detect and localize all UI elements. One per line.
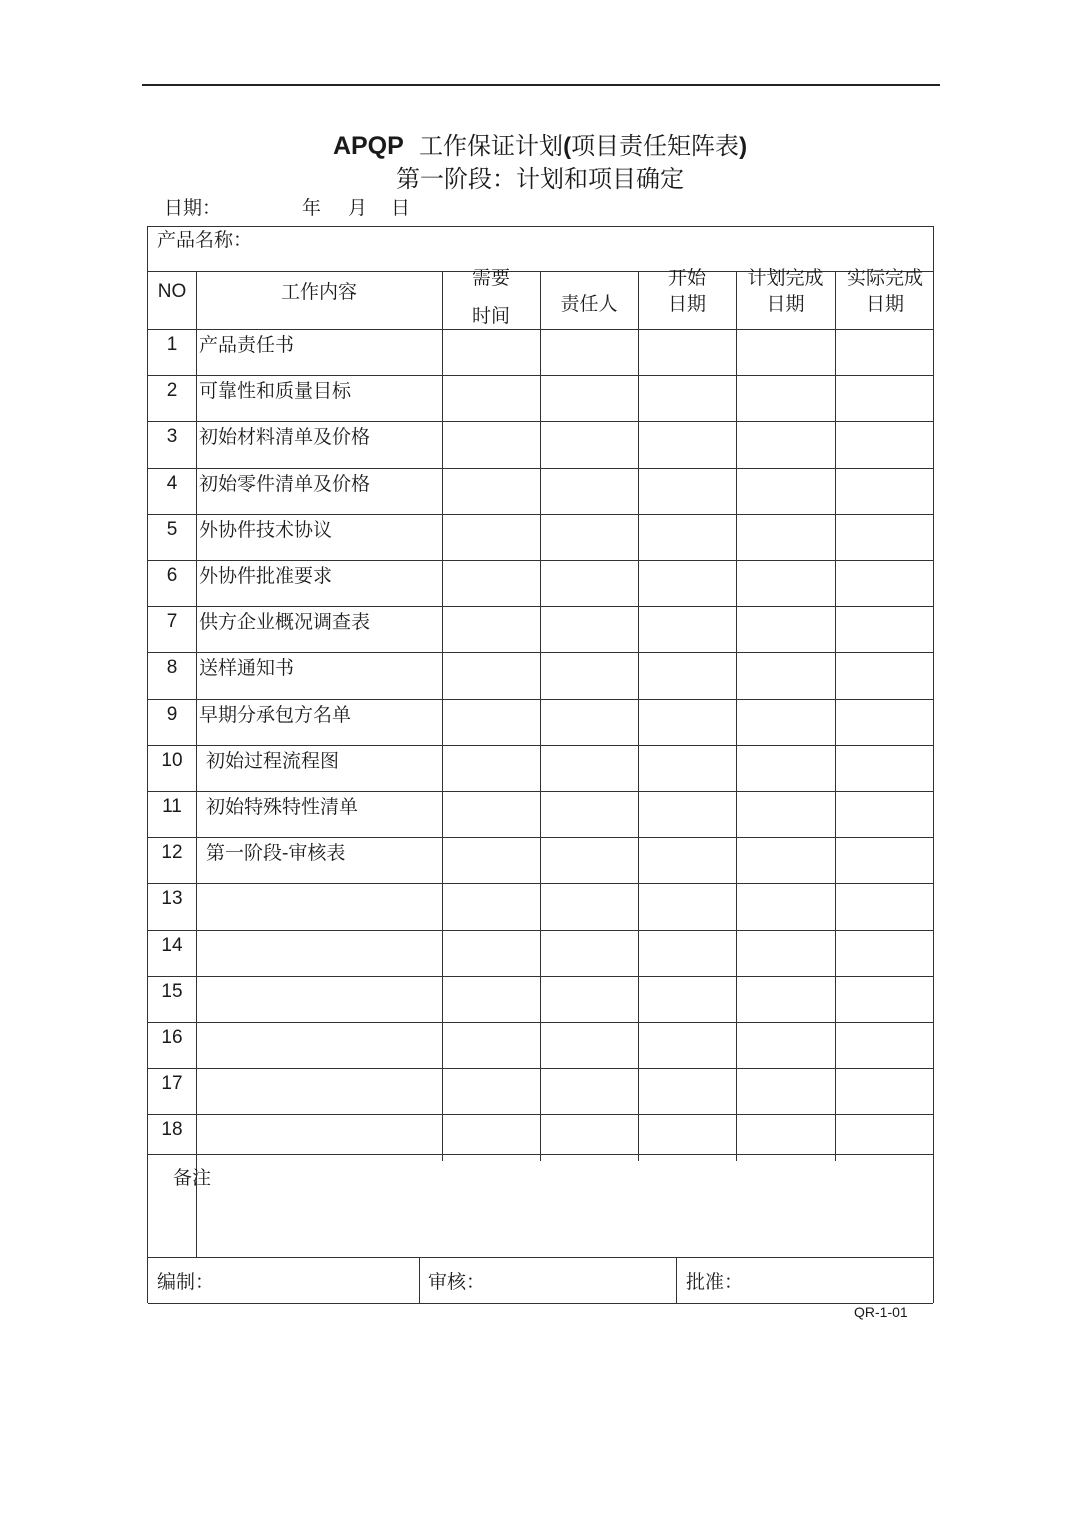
row-number: 13 — [161, 888, 183, 910]
row-content: 外协件批准要求 — [199, 565, 333, 587]
col-header-actual-finish: 实际完成 日期 — [846, 267, 923, 315]
top-rule — [142, 84, 940, 86]
signature-divider-2 — [676, 1257, 677, 1304]
title-apqp: APQP — [332, 132, 404, 160]
signature-divider-1 — [419, 1257, 420, 1304]
reviewed-by-label: 审核： — [428, 1271, 486, 1293]
row-content: 外协件技术协议 — [199, 518, 333, 541]
col-header-time: 需要 时间 — [471, 267, 510, 327]
row-content: 产品责任书 — [199, 334, 295, 356]
row-number: 3 — [166, 426, 178, 448]
remarks-top-line — [148, 1154, 933, 1155]
col-divider-start — [736, 271, 737, 1161]
form-bottom-line — [148, 1303, 933, 1304]
row-content: 早期分承包方名单 — [199, 703, 352, 726]
row-content: 初始过程流程图 — [206, 749, 340, 772]
row-number: 18 — [161, 1119, 183, 1141]
date-year: 年 — [302, 197, 322, 219]
col-divider-content — [442, 271, 443, 1161]
row-number: 10 — [161, 749, 183, 771]
row-number: 17 — [161, 1073, 183, 1095]
row-number: 15 — [161, 980, 183, 1002]
row-number: 16 — [161, 1027, 183, 1048]
row-number: 14 — [161, 934, 183, 956]
row-content: 可靠性和质量目标 — [199, 380, 352, 403]
row-number: 1 — [166, 334, 178, 355]
date-month: 月 — [348, 197, 368, 219]
row-number: 11 — [162, 796, 182, 817]
row-number: 8 — [166, 657, 178, 679]
col-divider-no — [196, 271, 197, 1158]
prepared-by-label: 编制： — [157, 1271, 215, 1293]
col-header-start-date: 开始 日期 — [667, 267, 706, 315]
col-header-owner: 责任人 — [560, 293, 618, 315]
col-divider-time — [540, 271, 541, 1161]
row-content: 初始材料清单及价格 — [199, 426, 371, 449]
row-number: 7 — [166, 611, 178, 633]
row-number: 9 — [166, 703, 178, 725]
row-content: 初始特殊特性清单 — [206, 796, 359, 818]
row-number: 5 — [166, 518, 178, 540]
row-content: 供方企业概况调查表 — [199, 611, 371, 634]
form-code: QR-1-01 — [854, 1304, 908, 1320]
row-content: 送样通知书 — [199, 657, 295, 680]
approved-by-label: 批准： — [686, 1271, 744, 1293]
title-parenthetical: 项目责任矩阵表 — [571, 132, 740, 160]
date-day: 日 — [391, 197, 411, 219]
date-label: 日期： — [164, 197, 222, 219]
product-name-label: 产品名称： — [157, 229, 253, 251]
row-number: 2 — [166, 380, 178, 402]
col-header-plan-finish: 计划完成 日期 — [747, 267, 824, 315]
row-number: 6 — [166, 565, 178, 586]
page-title: APQP 工作保证计划(项目责任矩阵表) — [332, 132, 748, 160]
row-content: 第一阶段-审核表 — [206, 842, 346, 865]
responsibility-matrix-form — [147, 226, 934, 1303]
col-header-no: NO — [157, 281, 187, 302]
row-content: 初始零件清单及价格 — [199, 472, 371, 495]
col-divider-owner — [638, 271, 639, 1161]
col-header-content: 工作内容 — [280, 281, 357, 303]
row-number: 12 — [161, 842, 183, 864]
row-number: 4 — [166, 472, 178, 494]
signature-top-line — [148, 1257, 933, 1258]
col-divider-plan — [835, 271, 836, 1161]
title-main: 工作保证计划 — [419, 132, 564, 160]
page-subtitle: 第一阶段：计划和项目确定 — [396, 165, 684, 193]
remarks-label: 备注 — [173, 1167, 212, 1189]
